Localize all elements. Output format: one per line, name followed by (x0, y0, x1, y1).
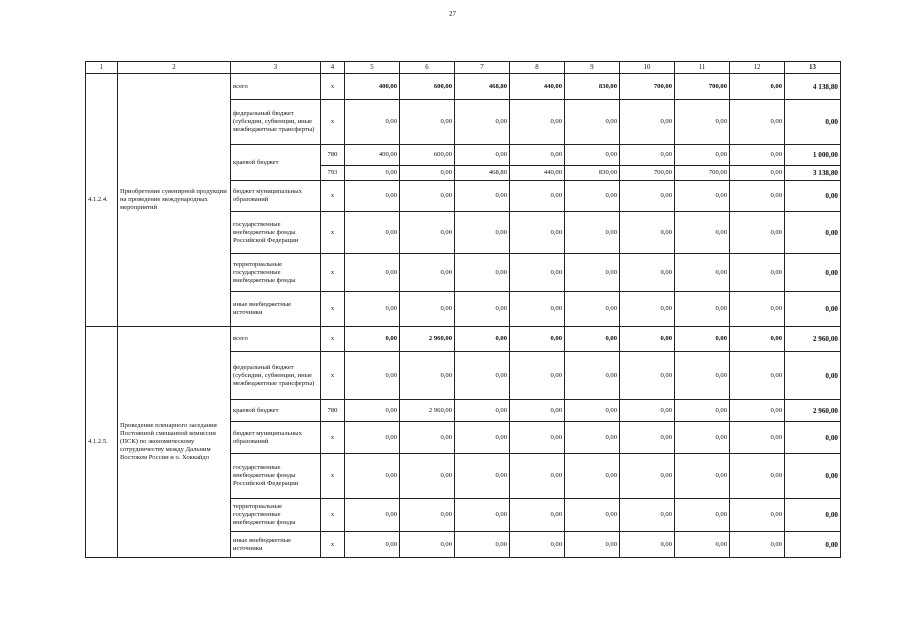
column-header-8: 8 (510, 62, 565, 74)
year-value: 0,00 (730, 454, 785, 499)
year-value: 700,00 (620, 74, 675, 100)
funding-source: федеральный бюджет (субсидии, субвенции, иные межбюджетные трансферты) (231, 352, 321, 400)
total-value: 0,00 (785, 292, 841, 327)
year-value: 0,00 (730, 74, 785, 100)
year-value: 0,00 (345, 166, 400, 181)
year-value: 0,00 (730, 212, 785, 254)
year-value: 0,00 (455, 327, 510, 352)
year-value: 0,00 (400, 532, 455, 558)
year-value: 0,00 (620, 292, 675, 327)
year-value: 468,80 (455, 74, 510, 100)
year-value: 700,00 (675, 166, 730, 181)
year-value: 0,00 (510, 532, 565, 558)
column-header-3: 3 (231, 62, 321, 74)
budget-code: 780 (321, 400, 345, 422)
year-value: 0,00 (620, 181, 675, 212)
year-value: 0,00 (510, 145, 565, 166)
budget-code: x (321, 100, 345, 145)
year-value: 0,00 (510, 454, 565, 499)
year-value: 0,00 (510, 400, 565, 422)
year-value: 0,00 (345, 454, 400, 499)
total-value: 1 000,00 (785, 145, 841, 166)
year-value: 0,00 (345, 100, 400, 145)
year-value: 0,00 (675, 100, 730, 145)
year-value: 0,00 (730, 100, 785, 145)
total-value: 0,00 (785, 181, 841, 212)
total-value: 4 138,80 (785, 74, 841, 100)
year-value: 440,00 (510, 166, 565, 181)
year-value: 0,00 (345, 422, 400, 454)
year-value: 0,00 (565, 454, 620, 499)
year-value: 400,00 (345, 145, 400, 166)
year-value: 0,00 (345, 212, 400, 254)
funding-source: государственные внебюджетные фонды Российской Федерации (231, 212, 321, 254)
budget-code: x (321, 499, 345, 532)
total-value: 0,00 (785, 532, 841, 558)
year-value: 0,00 (400, 422, 455, 454)
year-value: 0,00 (345, 327, 400, 352)
year-value: 0,00 (565, 254, 620, 292)
year-value: 0,00 (620, 352, 675, 400)
budget-code: x (321, 454, 345, 499)
item-name: Проведение пленарного заседания Постоянной смешанной комиссии (ПСК) по экономическому сотрудничеству между Дальним Востоком России и о. Хоккайдо (118, 327, 231, 558)
column-header-1: 1 (86, 62, 118, 74)
year-value: 0,00 (455, 454, 510, 499)
year-value: 0,00 (345, 400, 400, 422)
budget-code: x (321, 327, 345, 352)
funding-source: всего (231, 327, 321, 352)
funding-source: всего (231, 74, 321, 100)
year-value: 0,00 (455, 422, 510, 454)
year-value: 0,00 (565, 532, 620, 558)
year-value: 0,00 (510, 181, 565, 212)
year-value: 0,00 (345, 292, 400, 327)
total-value: 0,00 (785, 422, 841, 454)
funding-source: иные внебюджетные источники (231, 532, 321, 558)
year-value: 0,00 (510, 212, 565, 254)
year-value: 0,00 (675, 422, 730, 454)
year-value: 0,00 (675, 400, 730, 422)
year-value: 0,00 (400, 212, 455, 254)
year-value: 0,00 (565, 100, 620, 145)
year-value: 600,00 (400, 74, 455, 100)
year-value: 0,00 (400, 499, 455, 532)
year-value: 0,00 (455, 292, 510, 327)
budget-table (85, 61, 841, 558)
year-value: 0,00 (455, 352, 510, 400)
year-value: 440,00 (510, 74, 565, 100)
year-value: 0,00 (510, 327, 565, 352)
year-value: 0,00 (620, 145, 675, 166)
year-value: 0,00 (730, 327, 785, 352)
year-value: 0,00 (565, 212, 620, 254)
year-value: 2 960,00 (400, 400, 455, 422)
year-value: 0,00 (400, 166, 455, 181)
year-value: 0,00 (620, 100, 675, 145)
funding-source: территориальные государственные внебюджетные фонды (231, 499, 321, 532)
year-value: 0,00 (345, 499, 400, 532)
page-number: 27 (449, 10, 456, 18)
funding-source: бюджет муниципальных образований (231, 422, 321, 454)
column-header-4: 4 (321, 62, 345, 74)
column-header-5: 5 (345, 62, 400, 74)
year-value: 0,00 (730, 400, 785, 422)
year-value: 0,00 (455, 499, 510, 532)
funding-source: государственные внебюджетные фонды Российской Федерации (231, 454, 321, 499)
column-header-6: 6 (400, 62, 455, 74)
year-value: 0,00 (620, 254, 675, 292)
year-value: 0,00 (510, 100, 565, 145)
year-value: 0,00 (620, 454, 675, 499)
year-value: 0,00 (400, 254, 455, 292)
funding-source: краевой бюджет (231, 400, 321, 422)
year-value: 0,00 (730, 352, 785, 400)
year-value: 0,00 (675, 212, 730, 254)
budget-code: x (321, 181, 345, 212)
year-value: 0,00 (620, 499, 675, 532)
column-header-7: 7 (455, 62, 510, 74)
table-row (86, 74, 841, 100)
year-value: 0,00 (620, 532, 675, 558)
year-value: 0,00 (730, 422, 785, 454)
year-value: 0,00 (510, 352, 565, 400)
column-header-9: 9 (565, 62, 620, 74)
year-value: 700,00 (675, 74, 730, 100)
year-value: 0,00 (400, 181, 455, 212)
year-value: 0,00 (675, 499, 730, 532)
year-value: 0,00 (455, 254, 510, 292)
year-value: 830,00 (565, 166, 620, 181)
year-value: 0,00 (345, 181, 400, 212)
year-value: 0,00 (730, 145, 785, 166)
year-value: 0,00 (510, 254, 565, 292)
year-value: 0,00 (675, 292, 730, 327)
year-value: 0,00 (675, 454, 730, 499)
column-header-13: 13 (785, 62, 841, 74)
total-value: 0,00 (785, 100, 841, 145)
total-value: 0,00 (785, 499, 841, 532)
year-value: 0,00 (510, 292, 565, 327)
year-value: 0,00 (400, 454, 455, 499)
year-value: 0,00 (345, 352, 400, 400)
year-value: 0,00 (565, 145, 620, 166)
year-value: 0,00 (565, 499, 620, 532)
year-value: 0,00 (455, 532, 510, 558)
year-value: 0,00 (620, 212, 675, 254)
year-value: 0,00 (675, 327, 730, 352)
budget-code: x (321, 422, 345, 454)
year-value: 0,00 (730, 254, 785, 292)
year-value: 0,00 (455, 400, 510, 422)
year-value: 0,00 (730, 532, 785, 558)
funding-source: федеральный бюджет (субсидии, субвенции, иные межбюджетные трансферты) (231, 100, 321, 145)
funding-source: иные внебюджетные источники (231, 292, 321, 327)
year-value: 0,00 (730, 499, 785, 532)
column-header-11: 11 (675, 62, 730, 74)
year-value: 0,00 (675, 181, 730, 212)
header-row (86, 62, 841, 74)
year-value: 0,00 (510, 422, 565, 454)
budget-code: 780 (321, 145, 345, 166)
year-value: 0,00 (400, 100, 455, 145)
budget-code: x (321, 254, 345, 292)
column-header-12: 12 (730, 62, 785, 74)
year-value: 0,00 (455, 100, 510, 145)
year-value: 0,00 (565, 327, 620, 352)
funding-source: бюджет муниципальных образований (231, 181, 321, 212)
item-code: 4.1.2.5. (86, 327, 118, 558)
column-header-2: 2 (118, 62, 231, 74)
total-value: 0,00 (785, 352, 841, 400)
budget-code: x (321, 212, 345, 254)
year-value: 0,00 (675, 145, 730, 166)
year-value: 600,00 (400, 145, 455, 166)
year-value: 0,00 (675, 532, 730, 558)
budget-code: 793 (321, 166, 345, 181)
item-name: Приобретение сувенирной продукции на проведение международных мероприятий (118, 74, 231, 327)
year-value: 700,00 (620, 166, 675, 181)
year-value: 0,00 (565, 181, 620, 212)
year-value: 0,00 (620, 422, 675, 454)
year-value: 0,00 (730, 166, 785, 181)
budget-code: x (321, 292, 345, 327)
budget-code: x (321, 74, 345, 100)
year-value: 0,00 (565, 292, 620, 327)
year-value: 0,00 (730, 292, 785, 327)
year-value: 0,00 (620, 327, 675, 352)
total-value: 3 138,80 (785, 166, 841, 181)
year-value: 0,00 (510, 499, 565, 532)
budget-code: x (321, 352, 345, 400)
year-value: 0,00 (400, 352, 455, 400)
total-value: 0,00 (785, 254, 841, 292)
year-value: 830,00 (565, 74, 620, 100)
year-value: 0,00 (455, 181, 510, 212)
year-value: 0,00 (455, 145, 510, 166)
year-value: 2 960,00 (400, 327, 455, 352)
year-value: 0,00 (565, 352, 620, 400)
total-value: 2 960,00 (785, 400, 841, 422)
year-value: 0,00 (675, 352, 730, 400)
year-value: 0,00 (345, 254, 400, 292)
year-value: 0,00 (565, 400, 620, 422)
year-value: 0,00 (400, 292, 455, 327)
year-value: 0,00 (345, 532, 400, 558)
funding-source: краевой бюджет (231, 145, 321, 181)
year-value: 468,80 (455, 166, 510, 181)
year-value: 0,00 (730, 181, 785, 212)
item-code: 4.1.2.4. (86, 74, 118, 327)
year-value: 0,00 (565, 422, 620, 454)
year-value: 0,00 (675, 254, 730, 292)
year-value: 400,00 (345, 74, 400, 100)
year-value: 0,00 (620, 400, 675, 422)
total-value: 0,00 (785, 212, 841, 254)
column-header-10: 10 (620, 62, 675, 74)
total-value: 0,00 (785, 454, 841, 499)
year-value: 0,00 (455, 212, 510, 254)
budget-code: x (321, 532, 345, 558)
table-row (86, 327, 841, 352)
total-value: 2 960,00 (785, 327, 841, 352)
funding-source: территориальные государственные внебюджетные фонды (231, 254, 321, 292)
